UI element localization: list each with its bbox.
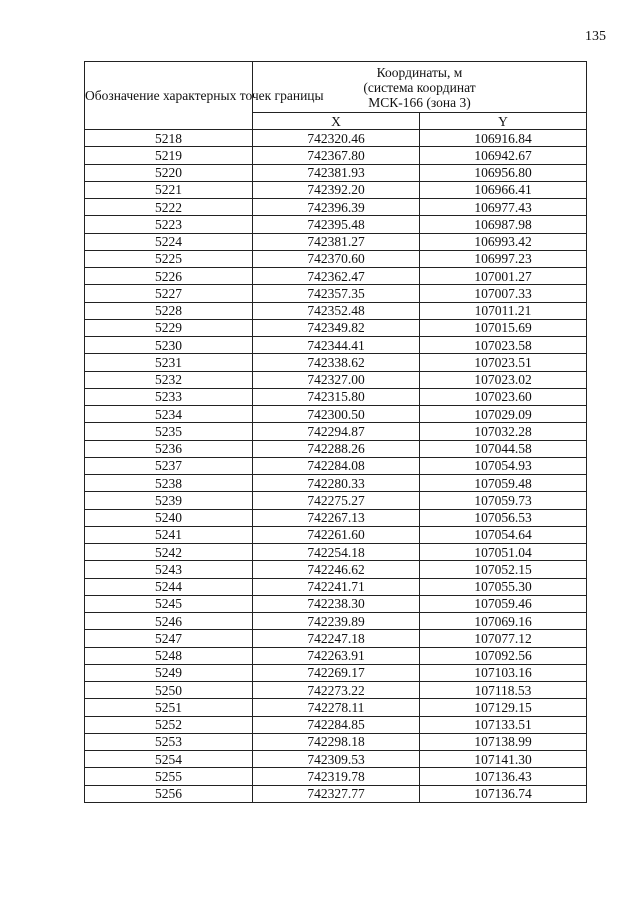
table-row [85,319,587,336]
table-row [85,768,587,785]
point-id-cell: 5252 [85,716,253,733]
point-id-cell: 5220 [85,164,253,181]
y-coordinate-cell: 107059.48 [420,475,587,492]
y-coordinate-cell: 107007.33 [420,285,587,302]
table-row [85,285,587,302]
y-coordinate-cell: 107001.27 [420,268,587,285]
header-coordinates-line1: Координаты, м [376,64,463,80]
header-coordinates-line2: (система координат [363,79,476,95]
point-id-cell: 5253 [85,733,253,750]
point-id-cell: 5249 [85,664,253,681]
table-row [85,595,587,612]
table-body [85,130,587,803]
table-row [85,423,587,440]
table-row [85,561,587,578]
table-row [85,630,587,647]
header-coordinates [253,62,587,113]
point-id-cell: 5226 [85,268,253,285]
x-coordinate-cell: 742254.18 [253,544,420,561]
x-coordinate-cell: 742273.22 [253,682,420,699]
y-coordinate-cell: 107059.73 [420,492,587,509]
y-coordinate-cell: 107056.53 [420,509,587,526]
y-coordinate-cell: 107023.02 [420,371,587,388]
table-row [85,578,587,595]
point-id-cell: 5254 [85,751,253,768]
x-coordinate-cell: 742362.47 [253,268,420,285]
y-coordinate-cell: 107141.30 [420,751,587,768]
table-row [85,699,587,716]
x-coordinate-cell: 742241.71 [253,578,420,595]
x-coordinate-cell: 742294.87 [253,423,420,440]
y-coordinate-cell: 107029.09 [420,406,587,423]
y-coordinate-cell: 106966.41 [420,181,587,198]
x-coordinate-cell: 742357.35 [253,285,420,302]
point-id-cell: 5236 [85,440,253,457]
x-coordinate-cell: 742267.13 [253,509,420,526]
x-coordinate-cell: 742278.11 [253,699,420,716]
point-id-cell: 5235 [85,423,253,440]
table-row [85,785,587,802]
y-coordinate-cell: 107023.58 [420,337,587,354]
table-row [85,475,587,492]
point-id-cell: 5231 [85,354,253,371]
x-coordinate-cell: 742246.62 [253,561,420,578]
table-row [85,181,587,198]
x-coordinate-cell: 742315.80 [253,388,420,405]
table-row [85,250,587,267]
point-id-cell: 5250 [85,682,253,699]
point-id-cell: 5224 [85,233,253,250]
point-id-cell: 5239 [85,492,253,509]
point-id-cell: 5230 [85,337,253,354]
point-id-cell: 5255 [85,768,253,785]
y-coordinate-cell: 107054.64 [420,526,587,543]
point-id-cell: 5237 [85,457,253,474]
x-coordinate-cell: 742284.85 [253,716,420,733]
y-coordinate-cell: 106916.84 [420,130,587,147]
point-id-cell: 5228 [85,302,253,319]
table-row [85,199,587,216]
x-coordinate-cell: 742298.18 [253,733,420,750]
y-coordinate-cell: 106997.23 [420,250,587,267]
point-id-cell: 5232 [85,371,253,388]
x-coordinate-cell: 742288.26 [253,440,420,457]
y-coordinate-cell: 106977.43 [420,199,587,216]
table-row [85,302,587,319]
x-coordinate-cell: 742238.30 [253,595,420,612]
x-coordinate-cell: 742309.53 [253,751,420,768]
point-id-cell: 5222 [85,199,253,216]
table-row [85,509,587,526]
point-id-cell: 5245 [85,595,253,612]
y-coordinate-cell: 107069.16 [420,613,587,630]
x-coordinate-cell: 742367.80 [253,147,420,164]
point-id-cell: 5241 [85,526,253,543]
point-id-cell: 5246 [85,613,253,630]
table-row [85,130,587,147]
coordinates-table [84,61,587,803]
y-coordinate-cell: 107138.99 [420,733,587,750]
x-coordinate-cell: 742327.00 [253,371,420,388]
table-row [85,216,587,233]
y-coordinate-cell: 107044.58 [420,440,587,457]
point-id-cell: 5244 [85,578,253,595]
table-row [85,733,587,750]
x-coordinate-cell: 742239.89 [253,613,420,630]
y-coordinate-cell: 107054.93 [420,457,587,474]
x-coordinate-cell: 742275.27 [253,492,420,509]
y-coordinate-cell: 106956.80 [420,164,587,181]
point-id-cell: 5227 [85,285,253,302]
y-coordinate-cell: 107118.53 [420,682,587,699]
page-number: 135 [585,29,606,44]
y-coordinate-cell: 107011.21 [420,302,587,319]
table-row [85,337,587,354]
y-coordinate-cell: 107129.15 [420,699,587,716]
table-row [85,354,587,371]
table-row [85,544,587,561]
x-coordinate-cell: 742261.60 [253,526,420,543]
y-coordinate-cell: 107023.51 [420,354,587,371]
point-id-cell: 5247 [85,630,253,647]
point-id-cell: 5238 [85,475,253,492]
table-row [85,147,587,164]
y-coordinate-cell: 107136.74 [420,785,587,802]
x-coordinate-cell: 742284.08 [253,457,420,474]
y-coordinate-cell: 106987.98 [420,216,587,233]
x-coordinate-cell: 742269.17 [253,664,420,681]
table-row [85,268,587,285]
x-coordinate-cell: 742247.18 [253,630,420,647]
x-coordinate-cell: 742392.20 [253,181,420,198]
y-coordinate-cell: 107103.16 [420,664,587,681]
x-coordinate-cell: 742280.33 [253,475,420,492]
x-coordinate-cell: 742370.60 [253,250,420,267]
table-row [85,682,587,699]
table-row [85,440,587,457]
header-x: X [253,113,420,130]
x-coordinate-cell: 742338.62 [253,354,420,371]
y-coordinate-cell: 107059.46 [420,595,587,612]
table-row [85,613,587,630]
header-coordinates-line3: МСК-166 (зона 3) [368,94,471,110]
point-id-cell: 5240 [85,509,253,526]
point-id-cell: 5219 [85,147,253,164]
x-coordinate-cell: 742344.41 [253,337,420,354]
x-coordinate-cell: 742319.78 [253,768,420,785]
table-row [85,233,587,250]
table-row [85,526,587,543]
y-coordinate-cell: 107136.43 [420,768,587,785]
y-coordinate-cell: 107092.56 [420,647,587,664]
table-row [85,716,587,733]
table-row [85,751,587,768]
x-coordinate-cell: 742320.46 [253,130,420,147]
y-coordinate-cell: 107133.51 [420,716,587,733]
point-id-cell: 5223 [85,216,253,233]
y-coordinate-cell: 106942.67 [420,147,587,164]
y-coordinate-cell: 107052.15 [420,561,587,578]
x-coordinate-cell: 742263.91 [253,647,420,664]
point-id-cell: 5225 [85,250,253,267]
y-coordinate-cell: 107077.12 [420,630,587,647]
point-id-cell: 5218 [85,130,253,147]
point-id-cell: 5234 [85,406,253,423]
y-coordinate-cell: 107015.69 [420,319,587,336]
y-coordinate-cell: 107055.30 [420,578,587,595]
y-coordinate-cell: 107051.04 [420,544,587,561]
point-id-cell: 5248 [85,647,253,664]
table-row [85,406,587,423]
y-coordinate-cell: 107023.60 [420,388,587,405]
table-row [85,164,587,181]
x-coordinate-cell: 742381.93 [253,164,420,181]
y-coordinate-cell: 106993.42 [420,233,587,250]
header-y: Y [420,113,587,130]
table-row [85,664,587,681]
point-id-cell: 5233 [85,388,253,405]
y-coordinate-cell: 107032.28 [420,423,587,440]
x-coordinate-cell: 742352.48 [253,302,420,319]
point-id-cell: 5221 [85,181,253,198]
point-id-cell: 5243 [85,561,253,578]
x-coordinate-cell: 742381.27 [253,233,420,250]
x-coordinate-cell: 742396.39 [253,199,420,216]
table-row [85,457,587,474]
x-coordinate-cell: 742300.50 [253,406,420,423]
x-coordinate-cell: 742349.82 [253,319,420,336]
table-row [85,647,587,664]
x-coordinate-cell: 742395.48 [253,216,420,233]
header-row-top [85,62,587,113]
point-id-cell: 5251 [85,699,253,716]
table-header [85,62,587,130]
table-row [85,371,587,388]
x-coordinate-cell: 742327.77 [253,785,420,802]
point-id-cell: 5256 [85,785,253,802]
point-id-cell: 5229 [85,319,253,336]
header-point-designation: Обозначение характерных точек границы [85,62,253,130]
point-id-cell: 5242 [85,544,253,561]
table-row [85,492,587,509]
table-row [85,388,587,405]
